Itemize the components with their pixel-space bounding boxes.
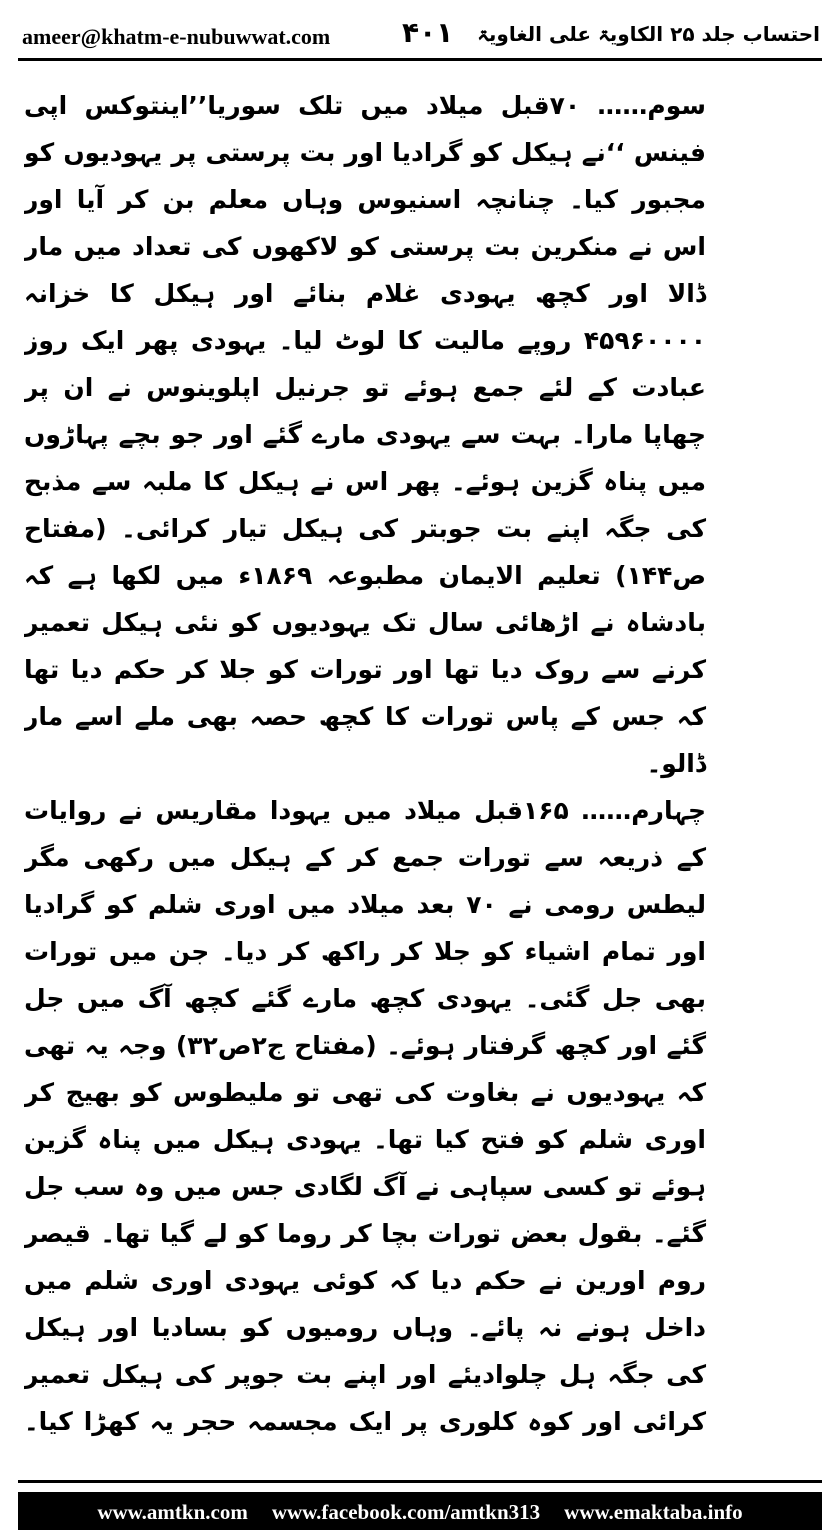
header-divider: [18, 58, 822, 61]
book-title: احتساب جلد ۲۵ الکاویۃ علی الغاویۃ: [477, 22, 820, 46]
page-header: [18, 14, 822, 54]
header-email[interactable]: ameer@khatm-e-nubuwwat.com: [22, 24, 331, 49]
footer-link-amtkn[interactable]: www.amtkn.com: [97, 1499, 248, 1524]
paragraph-som: سوم…… ۷۰قبل میلاد میں تلک سوریا’’اینتوکس اپی فینس ‘‘نے ہیکل کو گرادیا اور بت پرستی پر یہودیوں کو مجبور کیا۔ چنانچہ اسنیوس وہاں معلم بن کر آیا اور اس نے منکرین بت پرستی کو لاکھوں کی تعداد میں مار ڈالا اور کچھ یہودی غلام بنائے اور ہیکل کا خزانہ ۴۵۹۶۰۰۰۰ روپے مالیت کا لوٹ لیا۔ یہودی پھر ایک روز عبادت کے لئے جمع ہوئے تو جرنیل اپلوینوس نے ان پر چھاپا مارا۔ بہت سے یہودی مارے گئے اور جو بچے پہاڑوں میں پناہ گزین ہوئے۔ پھر اس نے ہیکل کا ملبہ سے مذبح کی جگہ اپنے بت جوبتر کی ہیکل تیار کرائی۔ (مفتاح ص۱۴۴) تعلیم الایمان مطبوعہ ۱۸۶۹ء میں لکھا ہے کہ بادشاہ نے اڑھائی سال تک یہودیوں کو نئی ہیکل تعمیر کرنے سے روک دیا تھا اور تورات کو جلا کر حکم دیا تھا کہ جس کے پاس تورات کا کچھ حصہ بھی ملے اسے مار ڈالو۔: [24, 91, 707, 778]
page-body: [24, 82, 816, 1452]
footer-bar: [18, 1494, 822, 1530]
footer-link-emaktaba[interactable]: www.emaktaba.info: [564, 1499, 743, 1524]
footer-link-facebook[interactable]: www.facebook.com/amtkn313: [271, 1499, 541, 1524]
page-number: ۴۰۱: [402, 16, 454, 49]
paragraph-chaharam: چہارم…… ۱۶۵قبل میلاد میں یہودا مقاریس نے روایات کے ذریعہ سے تورات جمع کر کے ہیکل میں رکھی مگر لیطس رومی نے ۷۰ بعد میلاد میں اوری شلم کو گرادیا اور تمام اشیاء کو جلا کر راکھ کر دیا۔ جن میں تورات بھی جل گئی۔ یہودی کچھ مارے گئے کچھ آگ میں جل گئے اور کچھ گرفتار ہوئے۔ (مفتاح ج۲ص۳۲) وجہ یہ تھی کہ یہودیوں نے بغاوت کی تھی تو ملیطوس کو بھیج کر اوری شلم کو فتح کیا تھا۔ یہودی ہیکل میں پناہ گزین ہوئے تو کسی سپاہی نے آگ لگادی جس میں وہ سب جل گئے۔ بقول بعض تورات بچا کر روما کو لے گیا تھا۔ قیصر روم اورین نے حکم دیا کہ کوئی یہودی اوری شلم میں داخل ہونے نہ پائے۔ وہاں رومیوں کو بسادیا اور ہیکل کی جگہ ہل چلوادیئے اور اپنے بت جوپر کی ہیکل تعمیر کرائی اور کوہ کلوری پر ایک مجسمہ حجر یہ کھڑا کیا۔: [24, 796, 707, 1436]
footer-divider: [18, 1480, 822, 1495]
